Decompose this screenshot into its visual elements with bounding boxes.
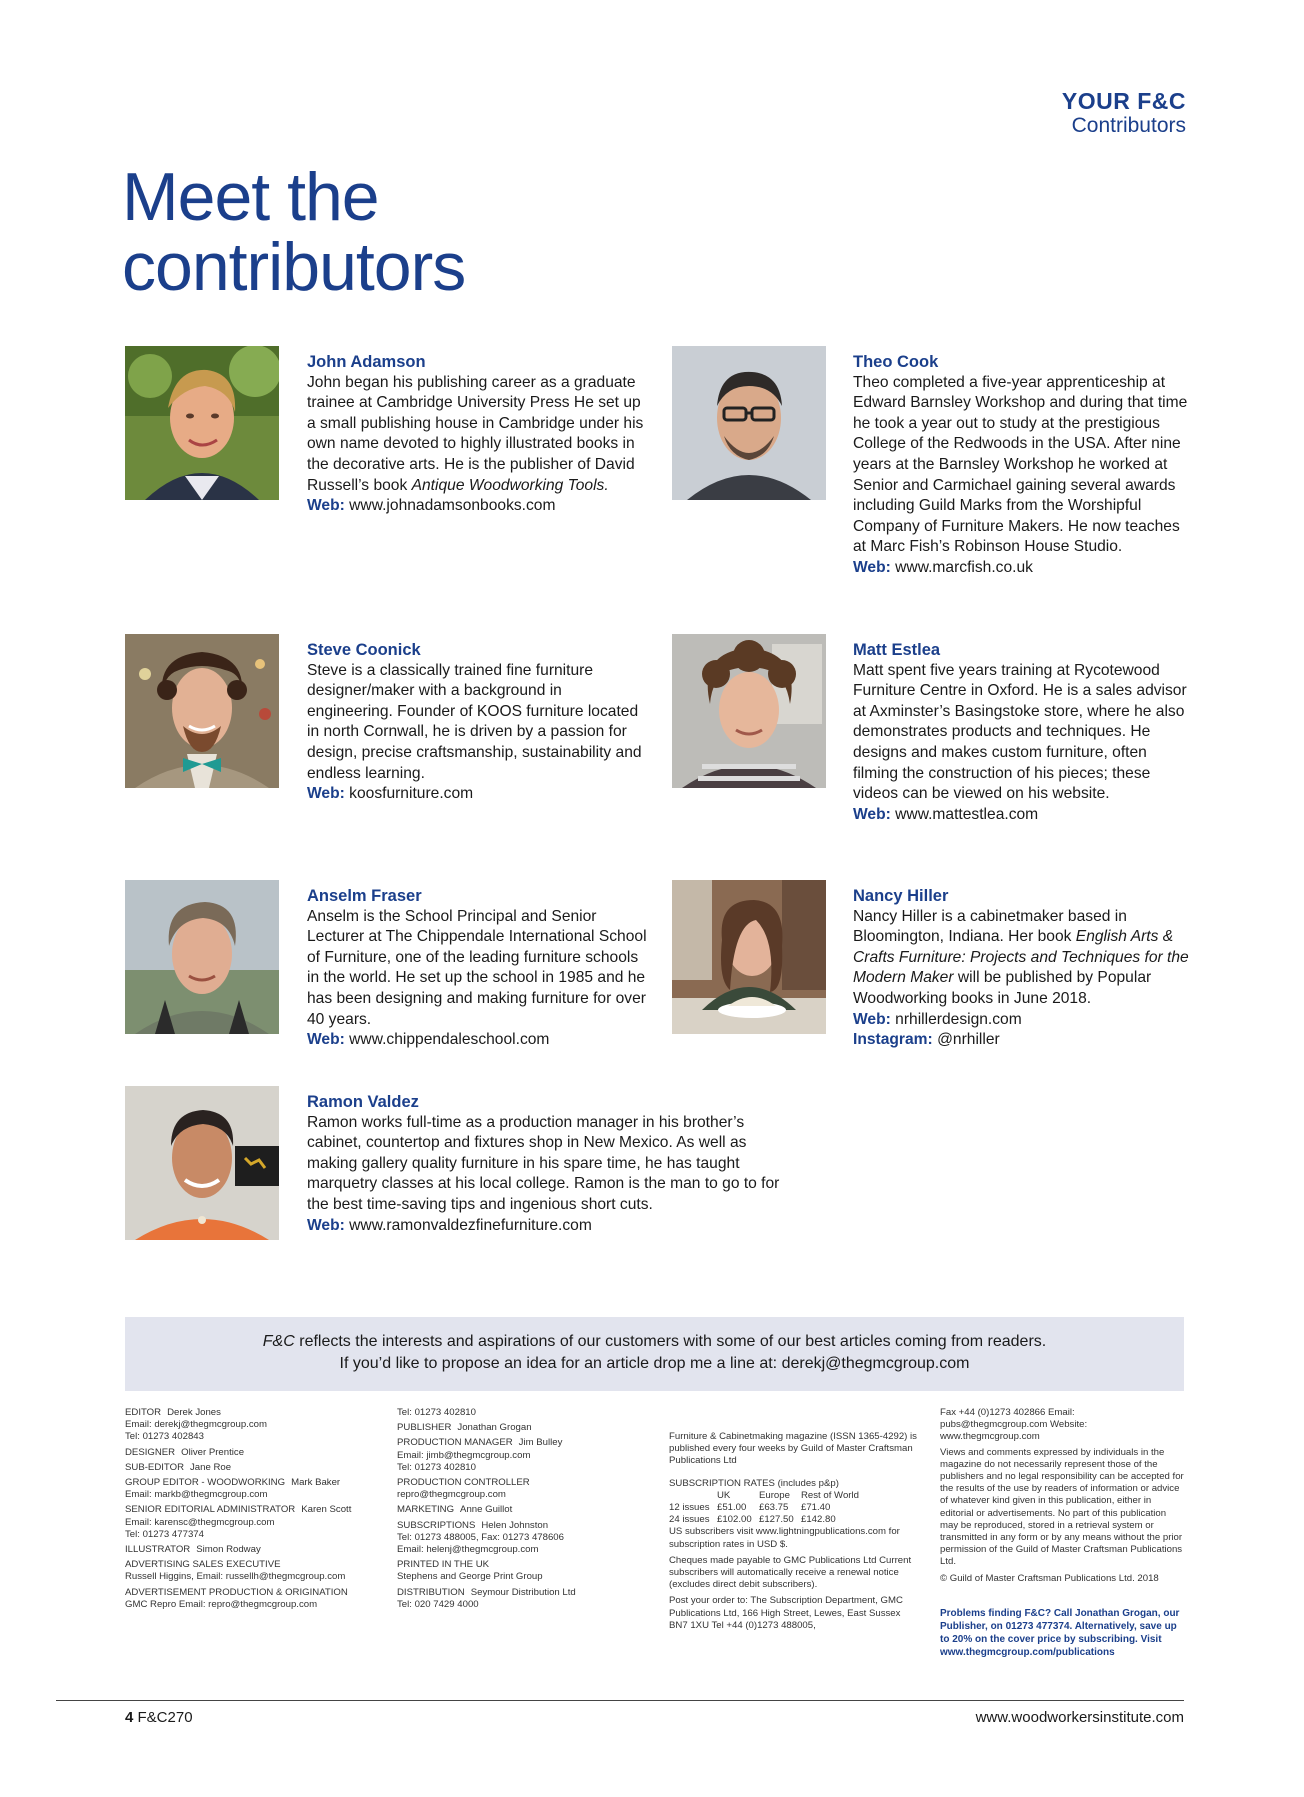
- page-title: [122, 159, 722, 305]
- masthead-role: DESIGNER: [125, 1446, 176, 1458]
- masthead-column-2: [397, 1407, 627, 1614]
- masthead-entry: [397, 1437, 627, 1474]
- contributor-bio: Anselm is the School Principal and Senior Lecturer at The Chippendale International School of Furniture, one of the leading furniture schools in the world. He set up the school in 1985 and he has been designing and making furniture for over 40 years.: [307, 907, 647, 1028]
- masthead-role: PRODUCTION MANAGER: [397, 1437, 513, 1449]
- masthead-detail: Tel: 020 7429 4000: [397, 1598, 479, 1610]
- masthead-detail: Tel: 01273 402810: [397, 1461, 476, 1473]
- contributor-text: [307, 886, 647, 1051]
- contributor-web: Web: www.chippendaleschool.com: [307, 1031, 550, 1049]
- contributor-name: Theo Cook: [853, 353, 939, 371]
- us-subscribers-note: US subscribers visit www.lightningpublications.com for subscription rates in USD $.: [669, 1526, 900, 1550]
- postal-address: Post your order to: The Subscription Department, GMC Publications Ltd, 166 High Street, Lewes, East Sussex BN7 1XU Tel +44 (0)1273 488005,: [669, 1595, 903, 1631]
- masthead-entry: [125, 1544, 375, 1556]
- magazine-abbrev: F&C: [262, 1333, 295, 1350]
- page-number: 4: [125, 1709, 134, 1726]
- disclaimer: Views and comments expressed by individuals in the magazine do not necessarily represent those of the publishers and no legal responsibility can be accepted for the results of the use by readers of information or advice of whatever kind given in this publication, either in editorial or advertisements. No part of this publication may be reproduced, stored in a retrieval system or transmitted in any form or by any means without the prior permission of the Guild of Master Craftsman Publications Ltd.: [940, 1446, 1184, 1568]
- masthead-detail: Stephens and George Print Group: [397, 1571, 543, 1583]
- web-link[interactable]: www.mattestlea.com: [895, 805, 1039, 823]
- masthead-person: Anne Guillot: [460, 1504, 513, 1516]
- issue-number: F&C270: [137, 1709, 193, 1726]
- masthead-entry: [397, 1520, 627, 1557]
- contributor-text: [307, 352, 647, 517]
- web-link[interactable]: www.chippendaleschool.com: [349, 1031, 550, 1049]
- footer-website[interactable]: www.woodworkersinstitute.com: [975, 1709, 1184, 1726]
- contributor-bio: Steve is a classically trained fine furniture designer/maker with a background in engineering. Founder of KOOS furniture located in north Cornwall, he is driven by a passion for design, precise craftsmanship, sustainability and endless learning.: [307, 661, 642, 782]
- contributor-photo: [125, 634, 279, 788]
- masthead-role: EDITOR: [125, 1407, 162, 1418]
- contributor-text: [307, 1092, 787, 1236]
- page-title-line2: contributors: [122, 229, 466, 305]
- contributor-web: Web: koosfurniture.com: [307, 785, 474, 803]
- contributor-instagram: Instagram: @nrhiller: [853, 1031, 1000, 1049]
- contributor-web: Web: www.mattestlea.com: [853, 805, 1039, 823]
- masthead-person: Oliver Prentice: [181, 1446, 245, 1458]
- feedback-text: F&C reflects the interests and aspirations of our customers with some of our best articles coming from readers. If you’d like to propose an idea for an article drop me a line at: derekj@thegmcgroup.com: [262, 1333, 1047, 1372]
- subscription-promo: Problems finding F&C? Call Jonathan Grogan, our Publisher, on 01273 477374. Alternatively, save up to 20% on the cover price by subscribing. Visit www.thegmcgroup.com/publications: [940, 1607, 1180, 1658]
- masthead-role: PRINTED IN THE UK: [397, 1559, 490, 1571]
- masthead-role: DISTRIBUTION: [397, 1586, 465, 1598]
- masthead-entry: [397, 1477, 627, 1501]
- masthead-entry: [125, 1559, 375, 1583]
- contributor-web: Web: www.johnadamsonbooks.com: [307, 497, 556, 515]
- masthead-entry: [125, 1504, 375, 1541]
- masthead-detail: Tel: 01273 402843: [125, 1431, 204, 1443]
- contributor-name: Nancy Hiller: [853, 887, 949, 905]
- masthead-role: PUBLISHER: [397, 1422, 452, 1434]
- masthead-column-3: [669, 1431, 917, 1635]
- masthead-entry: [125, 1462, 375, 1474]
- masthead-detail: GMC Repro Email: repro@thegmcgroup.com: [125, 1598, 318, 1610]
- contributor-text: [853, 886, 1193, 1051]
- contributor-photo: [125, 880, 279, 1034]
- feedback-band: [125, 1317, 1184, 1391]
- contributor-web: Web: www.marcfish.co.uk: [853, 558, 1033, 576]
- web-link[interactable]: www.ramonvaldezfinefurniture.com: [349, 1216, 592, 1234]
- contributor-bio: John began his publishing career as a graduate trainee at Cambridge University Press He set up a small publishing house in Cambridge under his own name devoted to highly illustrated books in the decorative arts. He is the publisher of David Russell’s book Antique Woodworking Tools.: [307, 373, 644, 494]
- masthead-detail: Email: helenj@thegmcgroup.com: [397, 1544, 539, 1556]
- masthead-entry: [125, 1447, 375, 1459]
- masthead-entry: [397, 1422, 627, 1434]
- section-header: [1062, 88, 1186, 138]
- instagram-link[interactable]: @nrhiller: [937, 1031, 1000, 1049]
- masthead-entry: [125, 1587, 375, 1611]
- contributor-name: Ramon Valdez: [307, 1093, 419, 1111]
- contributor-text: [307, 640, 647, 805]
- web-link[interactable]: www.marcfish.co.uk: [895, 558, 1033, 576]
- masthead-detail: Email: markb@thegmcgroup.com: [125, 1489, 268, 1501]
- contact-details: Fax +44 (0)1273 402866 Email: pubs@thegmcgroup.com Website: www.thegmcgroup.com: [940, 1407, 1088, 1443]
- contributor-name: Steve Coonick: [307, 641, 421, 659]
- copyright: © Guild of Master Craftsman Publications Ltd. 2018: [940, 1572, 1159, 1584]
- masthead-role: SUBSCRIPTIONS: [397, 1519, 476, 1531]
- masthead-role: MARKETING: [397, 1504, 455, 1516]
- footer-folio: [125, 1708, 193, 1728]
- masthead-role: PRODUCTION CONTROLLER: [397, 1477, 530, 1489]
- masthead-role: ILLUSTRATOR: [125, 1544, 191, 1556]
- web-link[interactable]: nrhillerdesign.com: [895, 1010, 1022, 1028]
- masthead-person: Derek Jones: [167, 1407, 221, 1418]
- masthead-role: SUB-EDITOR: [125, 1461, 184, 1473]
- masthead-entry: [397, 1587, 627, 1611]
- contributor-text: [853, 640, 1193, 825]
- web-link[interactable]: www.johnadamsonbooks.com: [349, 497, 556, 515]
- book-title: English Arts & Crafts Furniture: Projects and Techniques for the Modern Maker: [853, 928, 1189, 987]
- masthead-role: GROUP EDITOR - WOODWORKING: [125, 1477, 286, 1489]
- feedback-contact: If you’d like to propose an idea for an article drop me a line at: derekj@thegmcgroup.com: [339, 1355, 970, 1372]
- masthead-detail: Russell Higgins, Email: russellh@thegmcgroup.com: [125, 1571, 346, 1583]
- masthead-entry: [125, 1477, 375, 1501]
- page-title-line1: Meet the: [122, 159, 379, 235]
- masthead-person: Jane Roe: [190, 1461, 232, 1473]
- contributor-bio: Theo completed a five-year apprenticeship at Edward Barnsley Workshop and during that time he took a year out to study at the prestigious College of the Redwoods in the USA. After nine years at the Barnsley Workshop he worked at Senior and Carmichael gaining several awards including Guild Marks from the Worshipful Company of Furniture Makers. He now teaches at Marc Fish’s Robinson House Studio.: [853, 373, 1188, 556]
- masthead-entry: [397, 1559, 627, 1583]
- contributor-bio: Matt spent five years training at Rycotewood Furniture Centre in Oxford. He is a sales advisor at Axminster’s Basingstoke store, where he also demonstrates products and techniques. He designs and makes custom furniture, often filming the construction of his pieces; these videos can be viewed on his website.: [853, 661, 1187, 803]
- contributor-photo: [672, 634, 826, 788]
- rates-title: SUBSCRIPTION RATES (includes p&p): [669, 1477, 839, 1489]
- masthead-person: Mark Baker: [291, 1477, 341, 1489]
- masthead-detail: Email: jimb@thegmcgroup.com: [397, 1449, 531, 1461]
- masthead-detail: Tel: 01273 477374: [125, 1528, 204, 1540]
- subsection-label: Contributors: [1071, 114, 1186, 137]
- publication-intro: Furniture & Cabinetmaking magazine (ISSN 1365-4292) is published every four weeks by Guild of Master Craftsman Publications Ltd: [669, 1431, 917, 1467]
- masthead-detail: Tel: 01273 488005, Fax: 01273 478606: [397, 1531, 564, 1543]
- masthead-person: Karen Scott: [301, 1504, 352, 1516]
- masthead-person: Helen Johnston: [481, 1519, 549, 1531]
- masthead-detail: Email: karensc@thegmcgroup.com: [125, 1516, 275, 1528]
- web-link[interactable]: koosfurniture.com: [349, 785, 474, 803]
- contributor-bio: Ramon works full-time as a production manager in his brother’s cabinet, countertop and fixtures shop in New Mexico. As well as making gallery quality furniture in his spare time, he has taught marquetry classes at his local college. Ramon is the man to go to for the best time-saving tips and ingenious short cuts.: [307, 1113, 780, 1213]
- masthead-person: Seymour Distribution Ltd: [470, 1586, 576, 1598]
- masthead-entry: [397, 1407, 627, 1419]
- masthead-role: ADVERTISING SALES EXECUTIVE: [125, 1559, 281, 1571]
- masthead-person: Jonathan Grogan: [457, 1422, 532, 1434]
- masthead-detail: Tel: 01273 402810: [397, 1407, 476, 1418]
- contributor-photo: [672, 346, 826, 500]
- masthead-column-4: [940, 1407, 1184, 1659]
- contributor-web: Web: www.ramonvaldezfinefurniture.com: [307, 1216, 592, 1234]
- contributor-name: Matt Estlea: [853, 641, 941, 659]
- rates-table: UK Europe Rest of World 12 issues £51.00 £63.75 £71.40 24 issues £102.00 £127.50 £142.80: [669, 1489, 859, 1526]
- masthead-entry: [397, 1504, 627, 1516]
- contributor-photo: [125, 1086, 279, 1240]
- contributor-text: [853, 352, 1193, 579]
- masthead-role: ADVERTISEMENT PRODUCTION & ORIGINATION: [125, 1586, 348, 1598]
- masthead-detail: repro@thegmcgroup.com: [397, 1489, 506, 1501]
- masthead-detail: Email: derekj@thegmcgroup.com: [125, 1419, 267, 1431]
- section-label: YOUR F&C: [1061, 88, 1186, 114]
- footer-divider: [56, 1700, 1184, 1701]
- cheques-note: Cheques made payable to GMC Publications Ltd Current subscribers will automatically receive a renewal notice (excludes direct debit subscribers).: [669, 1554, 912, 1591]
- contributor-web: Web: nrhillerdesign.com: [853, 1010, 1022, 1028]
- contributor-bio: Nancy Hiller is a cabinetmaker based in Bloomington, Indiana. Her book English Arts & Crafts Furniture: Projects and Techniques for the Modern Maker will be published by Popular Woodworking books in June 2018.: [853, 907, 1189, 1007]
- contributor-photo: [672, 880, 826, 1034]
- contributor-photo: [125, 346, 279, 500]
- masthead-person: Jim Bulley: [518, 1437, 563, 1449]
- masthead-person: Simon Rodway: [196, 1544, 261, 1556]
- contributor-name: Anselm Fraser: [307, 887, 422, 905]
- contributor-name: John Adamson: [307, 353, 426, 371]
- masthead-column-1: [125, 1407, 375, 1614]
- book-title: Antique Woodworking Tools.: [411, 476, 609, 494]
- masthead-entry: [125, 1407, 375, 1444]
- masthead-role: SENIOR EDITORIAL ADMINISTRATOR: [125, 1504, 296, 1516]
